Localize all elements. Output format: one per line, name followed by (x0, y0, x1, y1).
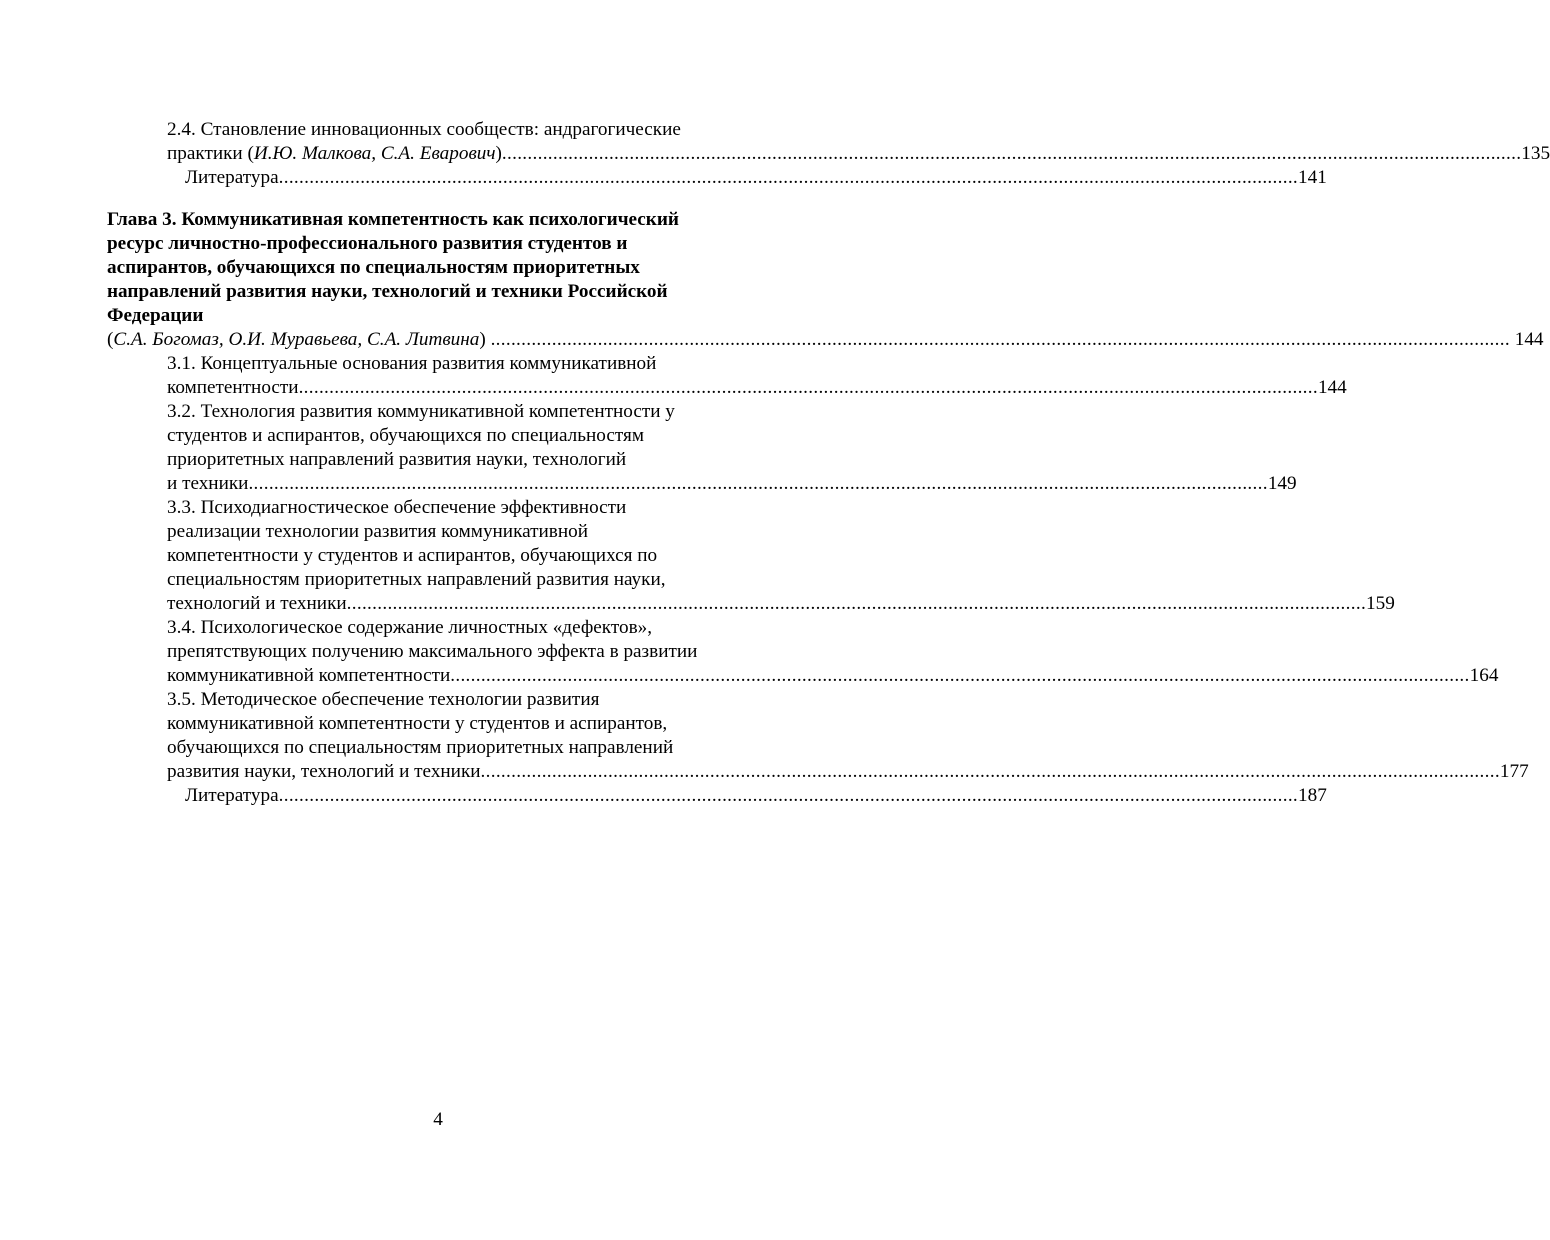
toc-entry-text: коммуникативной компетентности (167, 665, 451, 686)
toc-entry-text: развития науки, технологий и техники (167, 761, 481, 782)
dot-leader: ........................................................................................................................................................................................................ (450, 665, 1470, 686)
dot-leader: ........................................................................................................................................................................................................ (278, 785, 1299, 806)
page-ref: 135 (1521, 143, 1550, 164)
dot-leader: ........................................................................................................................................................................................................ (490, 329, 1510, 350)
toc-entry-3-3 (167, 592, 1395, 616)
page-ref: 141 (1298, 167, 1327, 188)
dot-leader: ........................................................................................................................................................................................................ (346, 593, 1367, 614)
toc-entry-3-5-line: обучающихся по специальностям приоритетных направлений (167, 737, 674, 758)
toc-entry-3-2-line: студентов и аспирантов, обучающихся по специальностям (167, 425, 644, 446)
toc-entry-text: компетентности (167, 377, 299, 398)
toc-literature-label: Литература (185, 167, 279, 188)
page-ref: 177 (1499, 761, 1529, 782)
toc-entry-3-1-line: 3.1. Концептуальные основания развития коммуникативной (167, 353, 657, 374)
page-ref: 159 (1366, 593, 1395, 614)
chapter-authors-entry (107, 328, 1544, 352)
chapter-title-line: Федерации (107, 305, 204, 326)
toc-entry-3-2 (167, 472, 1297, 496)
toc-entry-3-2-line: приоритетных направлений развития науки, технологий (167, 449, 627, 470)
page-ref: 144 (1514, 329, 1544, 350)
toc-entry-3-5-line: 3.5. Методическое обеспечение технологии развития (167, 689, 600, 710)
toc-entry-3-3-line: компетентности у студентов и аспирантов, обучающихся по (167, 545, 658, 566)
page-ref: 144 (1317, 377, 1347, 398)
dot-leader: ........................................................................................................................................................................................................ (248, 473, 1268, 494)
toc-entry-text: и техники (167, 473, 249, 494)
toc-entry-3-5 (167, 760, 1529, 784)
toc-entry-2-4-line (167, 118, 681, 142)
toc-entry-3-5-line: коммуникативной компетентности у студентов и аспирантов, (167, 713, 668, 734)
toc-entry-text: практики (И.Ю. Малкова, С.А. Еварович) (167, 143, 502, 164)
page-ref: 164 (1469, 665, 1499, 686)
toc-entry-authors: И.Ю. Малкова, С.А. Еварович (253, 143, 496, 164)
toc-literature-3 (185, 784, 1327, 808)
dot-leader: ........................................................................................................................................................................................................ (501, 143, 1522, 164)
dot-leader: ........................................................................................................................................................................................................ (480, 761, 1500, 782)
toc-entry-text: технологий и техники (167, 593, 347, 614)
toc-entry-3-3-line: специальностям приоритетных направлений развития науки, (167, 569, 666, 590)
toc-entry-text: 2.4. Становление инновационных сообществ: андрагогические (167, 119, 681, 140)
toc-entry-3-4-line: препятствующих получению максимального эффекта в развитии (167, 641, 698, 662)
toc-entry-3-4-line: 3.4. Психологическое содержание личностных «дефектов», (167, 617, 653, 638)
chapter-title-line: Глава 3. Коммуникативная компетентность как психологический (107, 209, 679, 230)
toc-entry-2-4 (167, 142, 1550, 166)
chapter-authors: (С.А. Богомаз, О.И. Муравьева, С.А. Литвина) (107, 329, 486, 350)
toc-entry-3-3-line: 3.3. Психодиагностическое обеспечение эффективности (167, 497, 627, 518)
toc-literature-label: Литература (185, 785, 279, 806)
page-ref: 149 (1267, 473, 1297, 494)
toc-entry-3-3-line: реализации технологии развития коммуникативной (167, 521, 588, 542)
page-number: 4 (433, 1109, 443, 1130)
chapter-title-line: направлений развития науки, технологий и техники Российской (107, 281, 668, 302)
chapter-title-line: ресурс личностно-профессионального развития студентов и (107, 233, 628, 254)
page-ref: 187 (1298, 785, 1327, 806)
toc-entry-3-1 (167, 376, 1347, 400)
dot-leader: ........................................................................................................................................................................................................ (278, 167, 1299, 188)
chapter-title-line: аспирантов, обучающихся по специальностям приоритетных (107, 257, 640, 278)
toc-entry-3-2-line: 3.2. Технология развития коммуникативной компетентности у (167, 401, 675, 422)
toc-entry-3-4 (167, 664, 1499, 688)
toc-literature-2 (185, 166, 1327, 190)
dot-leader: ........................................................................................................................................................................................................ (298, 377, 1318, 398)
